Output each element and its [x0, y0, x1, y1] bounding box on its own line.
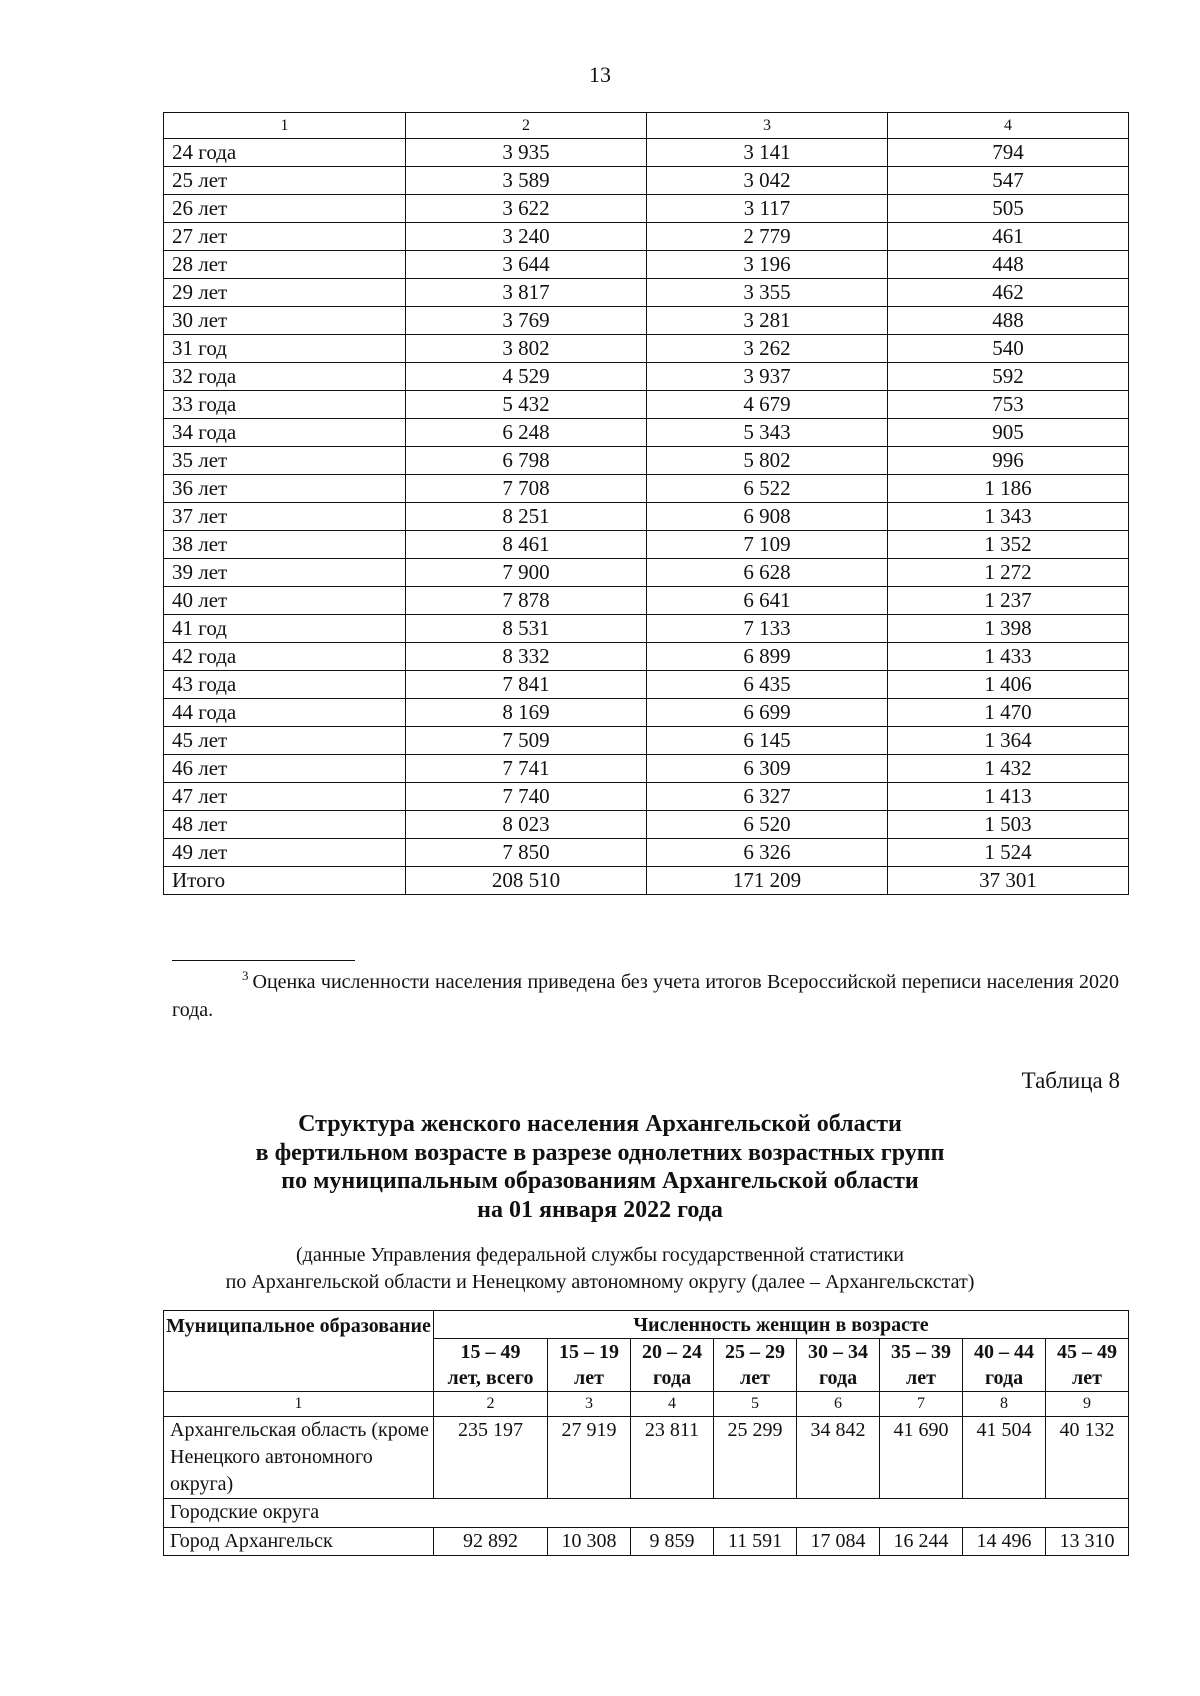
age-label: 33 года	[164, 391, 406, 419]
age-range-header: 45 – 49	[1046, 1339, 1129, 1366]
value-cell: 3 622	[406, 195, 647, 223]
age-label: 31 год	[164, 335, 406, 363]
value-cell: 10 308	[548, 1528, 631, 1556]
value-cell: 905	[888, 419, 1129, 447]
value-cell: 3 937	[647, 363, 888, 391]
value-cell: 1 272	[888, 559, 1129, 587]
value-cell: 8 023	[406, 811, 647, 839]
column-number: 2	[406, 113, 647, 139]
age-range-header: 30 – 34	[797, 1339, 880, 1366]
age-label: 37 лет	[164, 503, 406, 531]
value-cell: 1 343	[888, 503, 1129, 531]
table-row	[164, 727, 1129, 755]
value-cell: 7 708	[406, 475, 647, 503]
age-unit-header: лет	[880, 1365, 963, 1392]
column-number: 4	[888, 113, 1129, 139]
value-cell: 753	[888, 391, 1129, 419]
footnote-marker: 3	[242, 968, 249, 983]
age-label: 43 года	[164, 671, 406, 699]
age-range-header: 20 – 24	[631, 1339, 714, 1366]
value-cell: 1 524	[888, 839, 1129, 867]
value-cell: 1 433	[888, 643, 1129, 671]
value-cell: 6 899	[647, 643, 888, 671]
table-row	[164, 223, 1129, 251]
value-cell: 6 435	[647, 671, 888, 699]
age-label: 34 года	[164, 419, 406, 447]
table-row	[164, 167, 1129, 195]
value-cell: 540	[888, 335, 1129, 363]
value-cell: 34 842	[797, 1417, 880, 1499]
column-number: 1	[164, 1392, 434, 1417]
value-cell: 4 679	[647, 391, 888, 419]
value-cell: 8 531	[406, 615, 647, 643]
value-cell: 1 186	[888, 475, 1129, 503]
column-number: 9	[1046, 1392, 1129, 1417]
value-cell: 547	[888, 167, 1129, 195]
age-label: 48 лет	[164, 811, 406, 839]
value-cell: 3 281	[647, 307, 888, 335]
column-number: 8	[963, 1392, 1046, 1417]
value-cell: 7 740	[406, 783, 647, 811]
value-cell: 6 522	[647, 475, 888, 503]
value-cell: 6 326	[647, 839, 888, 867]
age-range-header: 15 – 49	[434, 1339, 548, 1366]
age-range-header: 40 – 44	[963, 1339, 1046, 1366]
table-subtitle	[0, 1242, 1200, 1296]
age-label: Итого	[164, 867, 406, 895]
value-cell: 235 197	[434, 1417, 548, 1499]
age-label: 26 лет	[164, 195, 406, 223]
value-cell: 40 132	[1046, 1417, 1129, 1499]
age-unit-header: лет, всего	[434, 1365, 548, 1392]
footnote-divider	[172, 960, 355, 961]
table-row	[164, 615, 1129, 643]
value-cell: 1 364	[888, 727, 1129, 755]
age-label: 25 лет	[164, 167, 406, 195]
table-row	[164, 643, 1129, 671]
page-number: 13	[589, 62, 611, 87]
value-cell: 3 240	[406, 223, 647, 251]
age-group-header: Численность женщин в возрасте	[434, 1311, 1129, 1339]
value-cell: 1 470	[888, 699, 1129, 727]
age-label: 30 лет	[164, 307, 406, 335]
value-cell: 488	[888, 307, 1129, 335]
table-row	[164, 699, 1129, 727]
table-row	[164, 1528, 1129, 1556]
value-cell: 3 042	[647, 167, 888, 195]
value-cell: 7 900	[406, 559, 647, 587]
value-cell: 1 413	[888, 783, 1129, 811]
age-label: 42 года	[164, 643, 406, 671]
age-unit-header: года	[797, 1365, 880, 1392]
footnote	[172, 962, 1119, 1024]
value-cell: 92 892	[434, 1528, 548, 1556]
value-cell: 1 503	[888, 811, 1129, 839]
value-cell: 3 935	[406, 139, 647, 167]
subtitle-line: по Архангельской области и Ненецкому автономному округу (далее – Архангельскстат)	[225, 1271, 975, 1293]
section-row	[164, 1499, 1129, 1528]
value-cell: 17 084	[797, 1528, 880, 1556]
municipality-header: Муниципальное образование	[164, 1311, 434, 1392]
value-cell: 7 109	[647, 531, 888, 559]
value-cell: 6 641	[647, 587, 888, 615]
table-row	[164, 419, 1129, 447]
table-label: Таблица 8	[1021, 1068, 1120, 1093]
table-row	[164, 475, 1129, 503]
value-cell: 27 919	[548, 1417, 631, 1499]
value-cell: 1 237	[888, 587, 1129, 615]
value-cell: 6 145	[647, 727, 888, 755]
column-number-row	[164, 1392, 1129, 1417]
title-line: Структура женского населения Архангельской области	[298, 1111, 902, 1137]
footnote-text: Оценка численности населения приведена без учета итогов Всероссийской переписи населения 2020 года.	[172, 971, 1119, 1021]
value-cell: 6 628	[647, 559, 888, 587]
value-cell: 6 327	[647, 783, 888, 811]
column-number: 3	[647, 113, 888, 139]
value-cell: 794	[888, 139, 1129, 167]
value-cell: 1 406	[888, 671, 1129, 699]
table-row	[164, 755, 1129, 783]
table-row	[164, 559, 1129, 587]
value-cell: 7 841	[406, 671, 647, 699]
age-label: 40 лет	[164, 587, 406, 615]
age-unit-header: года	[631, 1365, 714, 1392]
value-cell: 1 432	[888, 755, 1129, 783]
column-number-row	[164, 113, 1129, 139]
title-line: по муниципальным образованиям Архангельской области	[281, 1168, 919, 1194]
column-number: 1	[164, 113, 406, 139]
column-number: 2	[434, 1392, 548, 1417]
table-row	[164, 811, 1129, 839]
value-cell: 14 496	[963, 1528, 1046, 1556]
value-cell: 592	[888, 363, 1129, 391]
age-label: 41 год	[164, 615, 406, 643]
title-line: на 01 января 2022 года	[477, 1196, 723, 1223]
value-cell: 7 741	[406, 755, 647, 783]
column-number: 6	[797, 1392, 880, 1417]
age-label: 32 года	[164, 363, 406, 391]
table-row	[164, 391, 1129, 419]
age-label: 27 лет	[164, 223, 406, 251]
title-line: в фертильном возрасте в разрезе однолетних возрастных групп	[255, 1139, 945, 1166]
value-cell: 6 248	[406, 419, 647, 447]
age-population-table	[163, 112, 1129, 895]
value-cell: 208 510	[406, 867, 647, 895]
table-row	[164, 139, 1129, 167]
value-cell: 7 509	[406, 727, 647, 755]
value-cell: 3 644	[406, 251, 647, 279]
value-cell: 505	[888, 195, 1129, 223]
value-cell: 8 461	[406, 531, 647, 559]
age-label: 45 лет	[164, 727, 406, 755]
age-unit-header: лет	[1046, 1365, 1129, 1392]
age-label: 44 года	[164, 699, 406, 727]
age-label: 46 лет	[164, 755, 406, 783]
value-cell: 4 529	[406, 363, 647, 391]
value-cell: 7 133	[647, 615, 888, 643]
table-row	[164, 671, 1129, 699]
value-cell: 5 343	[647, 419, 888, 447]
value-cell: 3 141	[647, 139, 888, 167]
age-label: 36 лет	[164, 475, 406, 503]
value-cell: 13 310	[1046, 1528, 1129, 1556]
table-row	[164, 503, 1129, 531]
value-cell: 2 779	[647, 223, 888, 251]
age-range-header: 35 – 39	[880, 1339, 963, 1366]
table-row	[164, 335, 1129, 363]
age-unit-header: года	[963, 1365, 1046, 1392]
value-cell: 3 817	[406, 279, 647, 307]
table-row	[164, 839, 1129, 867]
value-cell: 6 520	[647, 811, 888, 839]
table-row	[164, 447, 1129, 475]
table-row	[164, 251, 1129, 279]
table-row	[164, 307, 1129, 335]
column-number: 5	[714, 1392, 797, 1417]
table-row	[164, 867, 1129, 895]
column-number: 7	[880, 1392, 963, 1417]
column-number: 4	[631, 1392, 714, 1417]
value-cell: 461	[888, 223, 1129, 251]
table-row	[164, 195, 1129, 223]
value-cell: 3 355	[647, 279, 888, 307]
subtitle-line: (данные Управления федеральной службы государственной статистики	[296, 1244, 904, 1266]
age-label: 35 лет	[164, 447, 406, 475]
age-unit-header: лет	[714, 1365, 797, 1392]
value-cell: 9 859	[631, 1528, 714, 1556]
age-label: 39 лет	[164, 559, 406, 587]
value-cell: 6 908	[647, 503, 888, 531]
value-cell: 8 251	[406, 503, 647, 531]
table-title	[0, 1110, 1200, 1224]
value-cell: 8 169	[406, 699, 647, 727]
value-cell: 5 802	[647, 447, 888, 475]
value-cell: 25 299	[714, 1417, 797, 1499]
value-cell: 3 262	[647, 335, 888, 363]
value-cell: 171 209	[647, 867, 888, 895]
value-cell: 462	[888, 279, 1129, 307]
age-label: 28 лет	[164, 251, 406, 279]
value-cell: 3 769	[406, 307, 647, 335]
age-range-header: 15 – 19	[548, 1339, 631, 1366]
age-label: 49 лет	[164, 839, 406, 867]
value-cell: 7 850	[406, 839, 647, 867]
value-cell: 7 878	[406, 587, 647, 615]
value-cell: 8 332	[406, 643, 647, 671]
age-unit-header: лет	[548, 1365, 631, 1392]
table-row	[164, 1417, 1129, 1499]
municipality-name: Архангельская область (кроме Ненецкого автономного округа)	[164, 1417, 434, 1499]
value-cell: 1 398	[888, 615, 1129, 643]
municipality-name: Город Архангельск	[164, 1528, 434, 1556]
value-cell: 16 244	[880, 1528, 963, 1556]
table-row	[164, 783, 1129, 811]
value-cell: 3 117	[647, 195, 888, 223]
age-label: 38 лет	[164, 531, 406, 559]
table-row	[164, 531, 1129, 559]
value-cell: 11 591	[714, 1528, 797, 1556]
table-row	[164, 363, 1129, 391]
value-cell: 6 699	[647, 699, 888, 727]
value-cell: 3 196	[647, 251, 888, 279]
value-cell: 448	[888, 251, 1129, 279]
value-cell: 5 432	[406, 391, 647, 419]
fertile-women-table	[163, 1310, 1129, 1556]
value-cell: 996	[888, 447, 1129, 475]
value-cell: 23 811	[631, 1417, 714, 1499]
age-range-header: 25 – 29	[714, 1339, 797, 1366]
value-cell: 37 301	[888, 867, 1129, 895]
column-number: 3	[548, 1392, 631, 1417]
section-label: Городские округа	[164, 1499, 1129, 1528]
value-cell: 3 589	[406, 167, 647, 195]
age-label: 47 лет	[164, 783, 406, 811]
age-label: 24 года	[164, 139, 406, 167]
value-cell: 6 309	[647, 755, 888, 783]
age-label: 29 лет	[164, 279, 406, 307]
table-row	[164, 587, 1129, 615]
value-cell: 6 798	[406, 447, 647, 475]
value-cell: 3 802	[406, 335, 647, 363]
value-cell: 41 690	[880, 1417, 963, 1499]
value-cell: 41 504	[963, 1417, 1046, 1499]
table-row	[164, 279, 1129, 307]
value-cell: 1 352	[888, 531, 1129, 559]
